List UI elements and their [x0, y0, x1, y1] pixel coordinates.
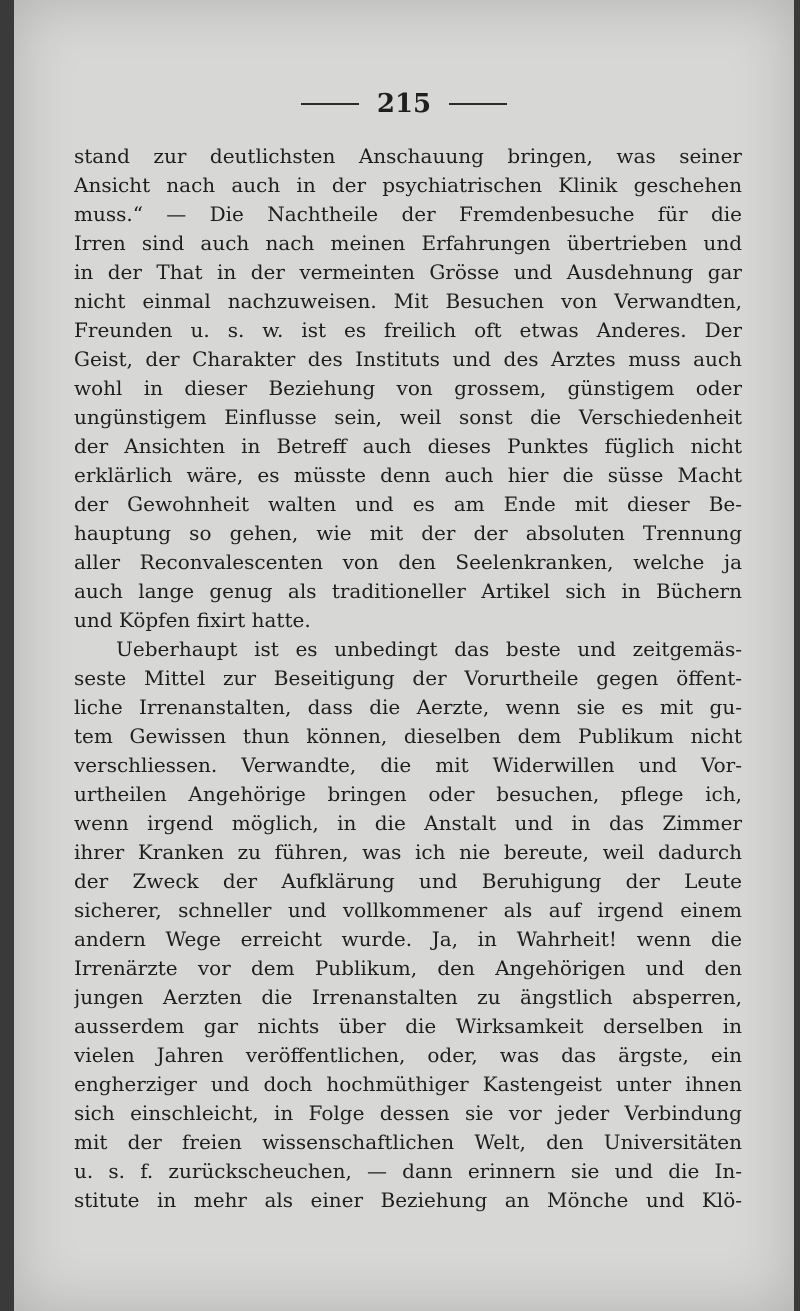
text-line: hauptung so gehen, wie mit der der absoluten Trennung	[74, 521, 742, 545]
text-line: u. s. f. zurückscheuchen, — dann erinnern sie und die In-	[74, 1159, 742, 1183]
text-line: sicherer, schneller und vollkommener als auf irgend einem	[74, 898, 742, 922]
text-line: ungünstigem Einflusse sein, weil sonst die Verschiedenheit	[74, 405, 742, 429]
page-header	[14, 84, 794, 124]
text-line: ausserdem gar nichts über die Wirksamkeit derselben in	[74, 1014, 742, 1038]
text-line: der Ansichten in Betreff auch dieses Punktes füglich nicht	[74, 434, 742, 458]
book-page	[14, 0, 794, 1311]
text-line: Geist, der Charakter des Instituts und des Arztes muss auch	[74, 347, 742, 371]
text-line: Freunden u. s. w. ist es freilich oft etwas Anderes. Der	[74, 318, 742, 342]
paragraph-start-line: Ueberhaupt ist es unbedingt das beste und zeitgemäs-	[116, 637, 742, 661]
text-line: in der That in der vermeinten Grösse und Ausdehnung gar	[74, 260, 742, 284]
paragraph-end-line: und Köpfen fixirt hatte.	[74, 608, 311, 632]
text-line: Irren sind auch nach meinen Erfahrungen übertrieben und	[74, 231, 742, 255]
text-line: der Gewohnheit walten und es am Ende mit dieser Be-	[74, 492, 742, 516]
text-line: andern Wege erreicht wurde. Ja, in Wahrheit! wenn die	[74, 927, 742, 951]
text-line: stitute in mehr als einer Beziehung an Mönche und Klö-	[74, 1188, 742, 1212]
text-line: erklärlich wäre, es müsste denn auch hier die süsse Macht	[74, 463, 742, 487]
header-rule-left	[301, 103, 359, 105]
text-line: stand zur deutlichsten Anschauung bringen, was seiner	[74, 144, 742, 168]
text-line: wohl in dieser Beziehung von grossem, günstigem oder	[74, 376, 742, 400]
text-line: urtheilen Angehörige bringen oder besuchen, pflege ich,	[74, 782, 742, 806]
page-number: 215	[376, 89, 432, 119]
text-line: vielen Jahren veröffentlichen, oder, was das ärgste, ein	[74, 1043, 742, 1067]
text-line: nicht einmal nachzuweisen. Mit Besuchen von Verwandten,	[74, 289, 742, 313]
text-line: mit der freien wissenschaftlichen Welt, den Universitäten	[74, 1130, 742, 1154]
text-line: muss.“ — Die Nachtheile der Fremdenbesuche für die	[74, 202, 742, 226]
text-line: jungen Aerzten die Irrenanstalten zu ängstlich absperren,	[74, 985, 742, 1009]
text-line: liche Irrenanstalten, dass die Aerzte, wenn sie es mit gu-	[74, 695, 742, 719]
text-line: sich einschleicht, in Folge dessen sie vor jeder Verbindung	[74, 1101, 742, 1125]
text-line: verschliessen. Verwandte, die mit Widerwillen und Vor-	[74, 753, 742, 777]
text-line: tem Gewissen thun können, dieselben dem Publikum nicht	[74, 724, 742, 748]
text-line: seste Mittel zur Beseitigung der Vorurtheile gegen öffent-	[74, 666, 742, 690]
header-rule-right	[449, 103, 507, 105]
body-text	[74, 142, 742, 1215]
text-line: Irrenärzte vor dem Publikum, den Angehörigen und den	[74, 956, 742, 980]
text-line: Ansicht nach auch in der psychiatrischen Klinik geschehen	[74, 173, 742, 197]
text-line: auch lange genug als traditioneller Artikel sich in Büchern	[74, 579, 742, 603]
text-line: wenn irgend möglich, in die Anstalt und in das Zimmer	[74, 811, 742, 835]
text-line: aller Reconvalescenten von den Seelenkranken, welche ja	[74, 550, 742, 574]
text-line: ihrer Kranken zu führen, was ich nie bereute, weil dadurch	[74, 840, 742, 864]
text-line: engherziger und doch hochmüthiger Kastengeist unter ihnen	[74, 1072, 742, 1096]
text-line: der Zweck der Aufklärung und Beruhigung der Leute	[74, 869, 742, 893]
